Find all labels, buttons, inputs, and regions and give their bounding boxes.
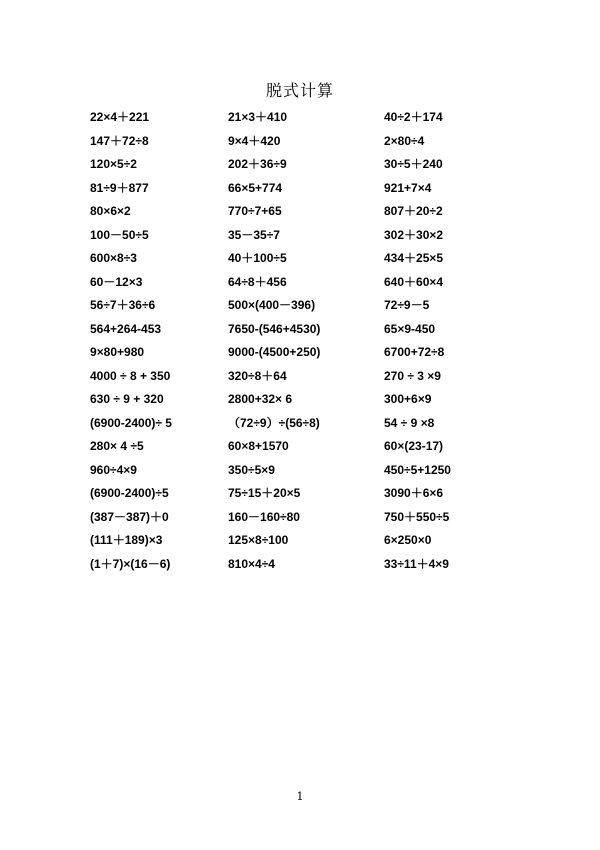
problem-item: 7650-(546+4530) xyxy=(228,321,321,336)
problem-row xyxy=(0,297,600,321)
problem-row xyxy=(0,485,600,509)
problem-item: 64÷8＋456 xyxy=(228,274,287,289)
problem-item: 147＋72÷8 xyxy=(90,133,149,148)
problem-item: 54 ÷ 9 ×8 xyxy=(384,415,435,430)
problem-item: 33÷11＋4×9 xyxy=(384,556,449,571)
problem-item: 630 ÷ 9 + 320 xyxy=(90,392,164,406)
problem-item: 270 ÷ 3 ×9 xyxy=(384,368,441,383)
problem-item: 3090＋6×6 xyxy=(384,486,444,500)
problem-row xyxy=(0,203,600,227)
problem-item: 35－35÷7 xyxy=(228,227,280,242)
problem-row xyxy=(0,180,600,204)
problem-item: 120×5÷2 xyxy=(90,157,137,171)
problem-item: 960÷4×9 xyxy=(90,462,137,477)
problem-item: 75÷15＋20×5 xyxy=(228,486,301,500)
problem-item: 4000 ÷ 8 + 350 xyxy=(90,368,171,383)
problem-item: 30÷5＋240 xyxy=(384,157,443,171)
problem-item: 202＋36÷9 xyxy=(228,157,287,171)
page-title: 脱式计算 xyxy=(265,81,334,100)
problem-row xyxy=(0,321,600,345)
problem-row xyxy=(0,391,600,415)
problem-item: 80×6×2 xyxy=(90,204,131,218)
problem-row xyxy=(0,274,600,298)
problem-item: 300+6×9 xyxy=(384,392,432,406)
problem-item: 6×250×0 xyxy=(384,533,432,547)
problem-item: 60×(23-17) xyxy=(384,439,444,453)
problem-item: 807＋20÷2 xyxy=(384,204,443,218)
problem-row xyxy=(0,156,600,180)
problem-item: 810×4÷4 xyxy=(228,556,275,571)
problem-item: 564+264-453 xyxy=(90,321,162,336)
page-number: 1 xyxy=(296,790,304,803)
problem-item: 600×8÷3 xyxy=(90,251,137,265)
problem-item: (387－387)＋0 xyxy=(90,509,169,524)
problem-item: (6900-2400)÷ 5 xyxy=(90,415,172,430)
problem-item: 450÷5+1250 xyxy=(384,462,451,477)
problem-row xyxy=(0,532,600,556)
problem-row xyxy=(0,438,600,462)
problem-item: 40÷2＋174 xyxy=(384,110,443,124)
problem-item: 21×3＋410 xyxy=(228,110,288,124)
problem-item: (111＋189)×3 xyxy=(90,533,163,547)
problem-item: 750＋550÷5 xyxy=(384,509,450,524)
problem-row xyxy=(0,250,600,274)
problem-item: 66×5+774 xyxy=(228,180,283,195)
problem-row xyxy=(0,415,600,439)
problem-row xyxy=(0,462,600,486)
problem-item: 72÷9－5 xyxy=(384,298,430,312)
problem-item: 302＋30×2 xyxy=(384,227,444,242)
problem-item: 60×8+1570 xyxy=(228,439,289,453)
problem-item: 125×8÷100 xyxy=(228,533,289,547)
problem-item: 9×4＋420 xyxy=(228,133,281,148)
problem-item: 350÷5×9 xyxy=(228,462,275,477)
problem-item: 9000-(4500+250) xyxy=(228,345,321,359)
problem-item: 2×80÷4 xyxy=(384,133,425,148)
problem-item: 640＋60×4 xyxy=(384,274,444,289)
problem-item: 500×(400－396) xyxy=(228,298,316,312)
problem-item: 40＋100÷5 xyxy=(228,251,287,265)
problem-item: 9×80+980 xyxy=(90,345,145,359)
problem-item: 22×4＋221 xyxy=(90,110,150,124)
problem-item: 280× 4 ÷5 xyxy=(90,439,144,453)
problem-item: 2800+32× 6 xyxy=(228,392,293,406)
problem-item: 65×9-450 xyxy=(384,321,436,336)
problem-row xyxy=(0,227,600,251)
problem-item: 770÷7+65 xyxy=(228,204,282,218)
problem-item: 320÷8＋64 xyxy=(228,368,287,383)
problem-item: (6900-2400)÷5 xyxy=(90,486,169,500)
problem-row xyxy=(0,109,600,133)
problem-item: (1＋7)×(16－6) xyxy=(90,556,171,571)
problem-item: 60－12×3 xyxy=(90,274,143,289)
problem-row xyxy=(0,509,600,533)
problem-item: 6700+72÷8 xyxy=(384,345,445,359)
problem-row xyxy=(0,133,600,157)
problem-row xyxy=(0,344,600,368)
problem-row xyxy=(0,556,600,580)
problem-item: （72÷9）÷(56÷8) xyxy=(228,415,320,430)
problem-grid xyxy=(0,109,600,579)
problem-item: 160－160÷80 xyxy=(228,509,300,524)
problem-item: 434＋25×5 xyxy=(384,251,444,265)
problem-row xyxy=(0,368,600,392)
problem-item: 921+7×4 xyxy=(384,180,432,195)
problem-item: 56÷7＋36÷6 xyxy=(90,298,156,312)
problem-item: 100－50÷5 xyxy=(90,227,149,242)
problem-item: 81÷9＋877 xyxy=(90,180,149,195)
